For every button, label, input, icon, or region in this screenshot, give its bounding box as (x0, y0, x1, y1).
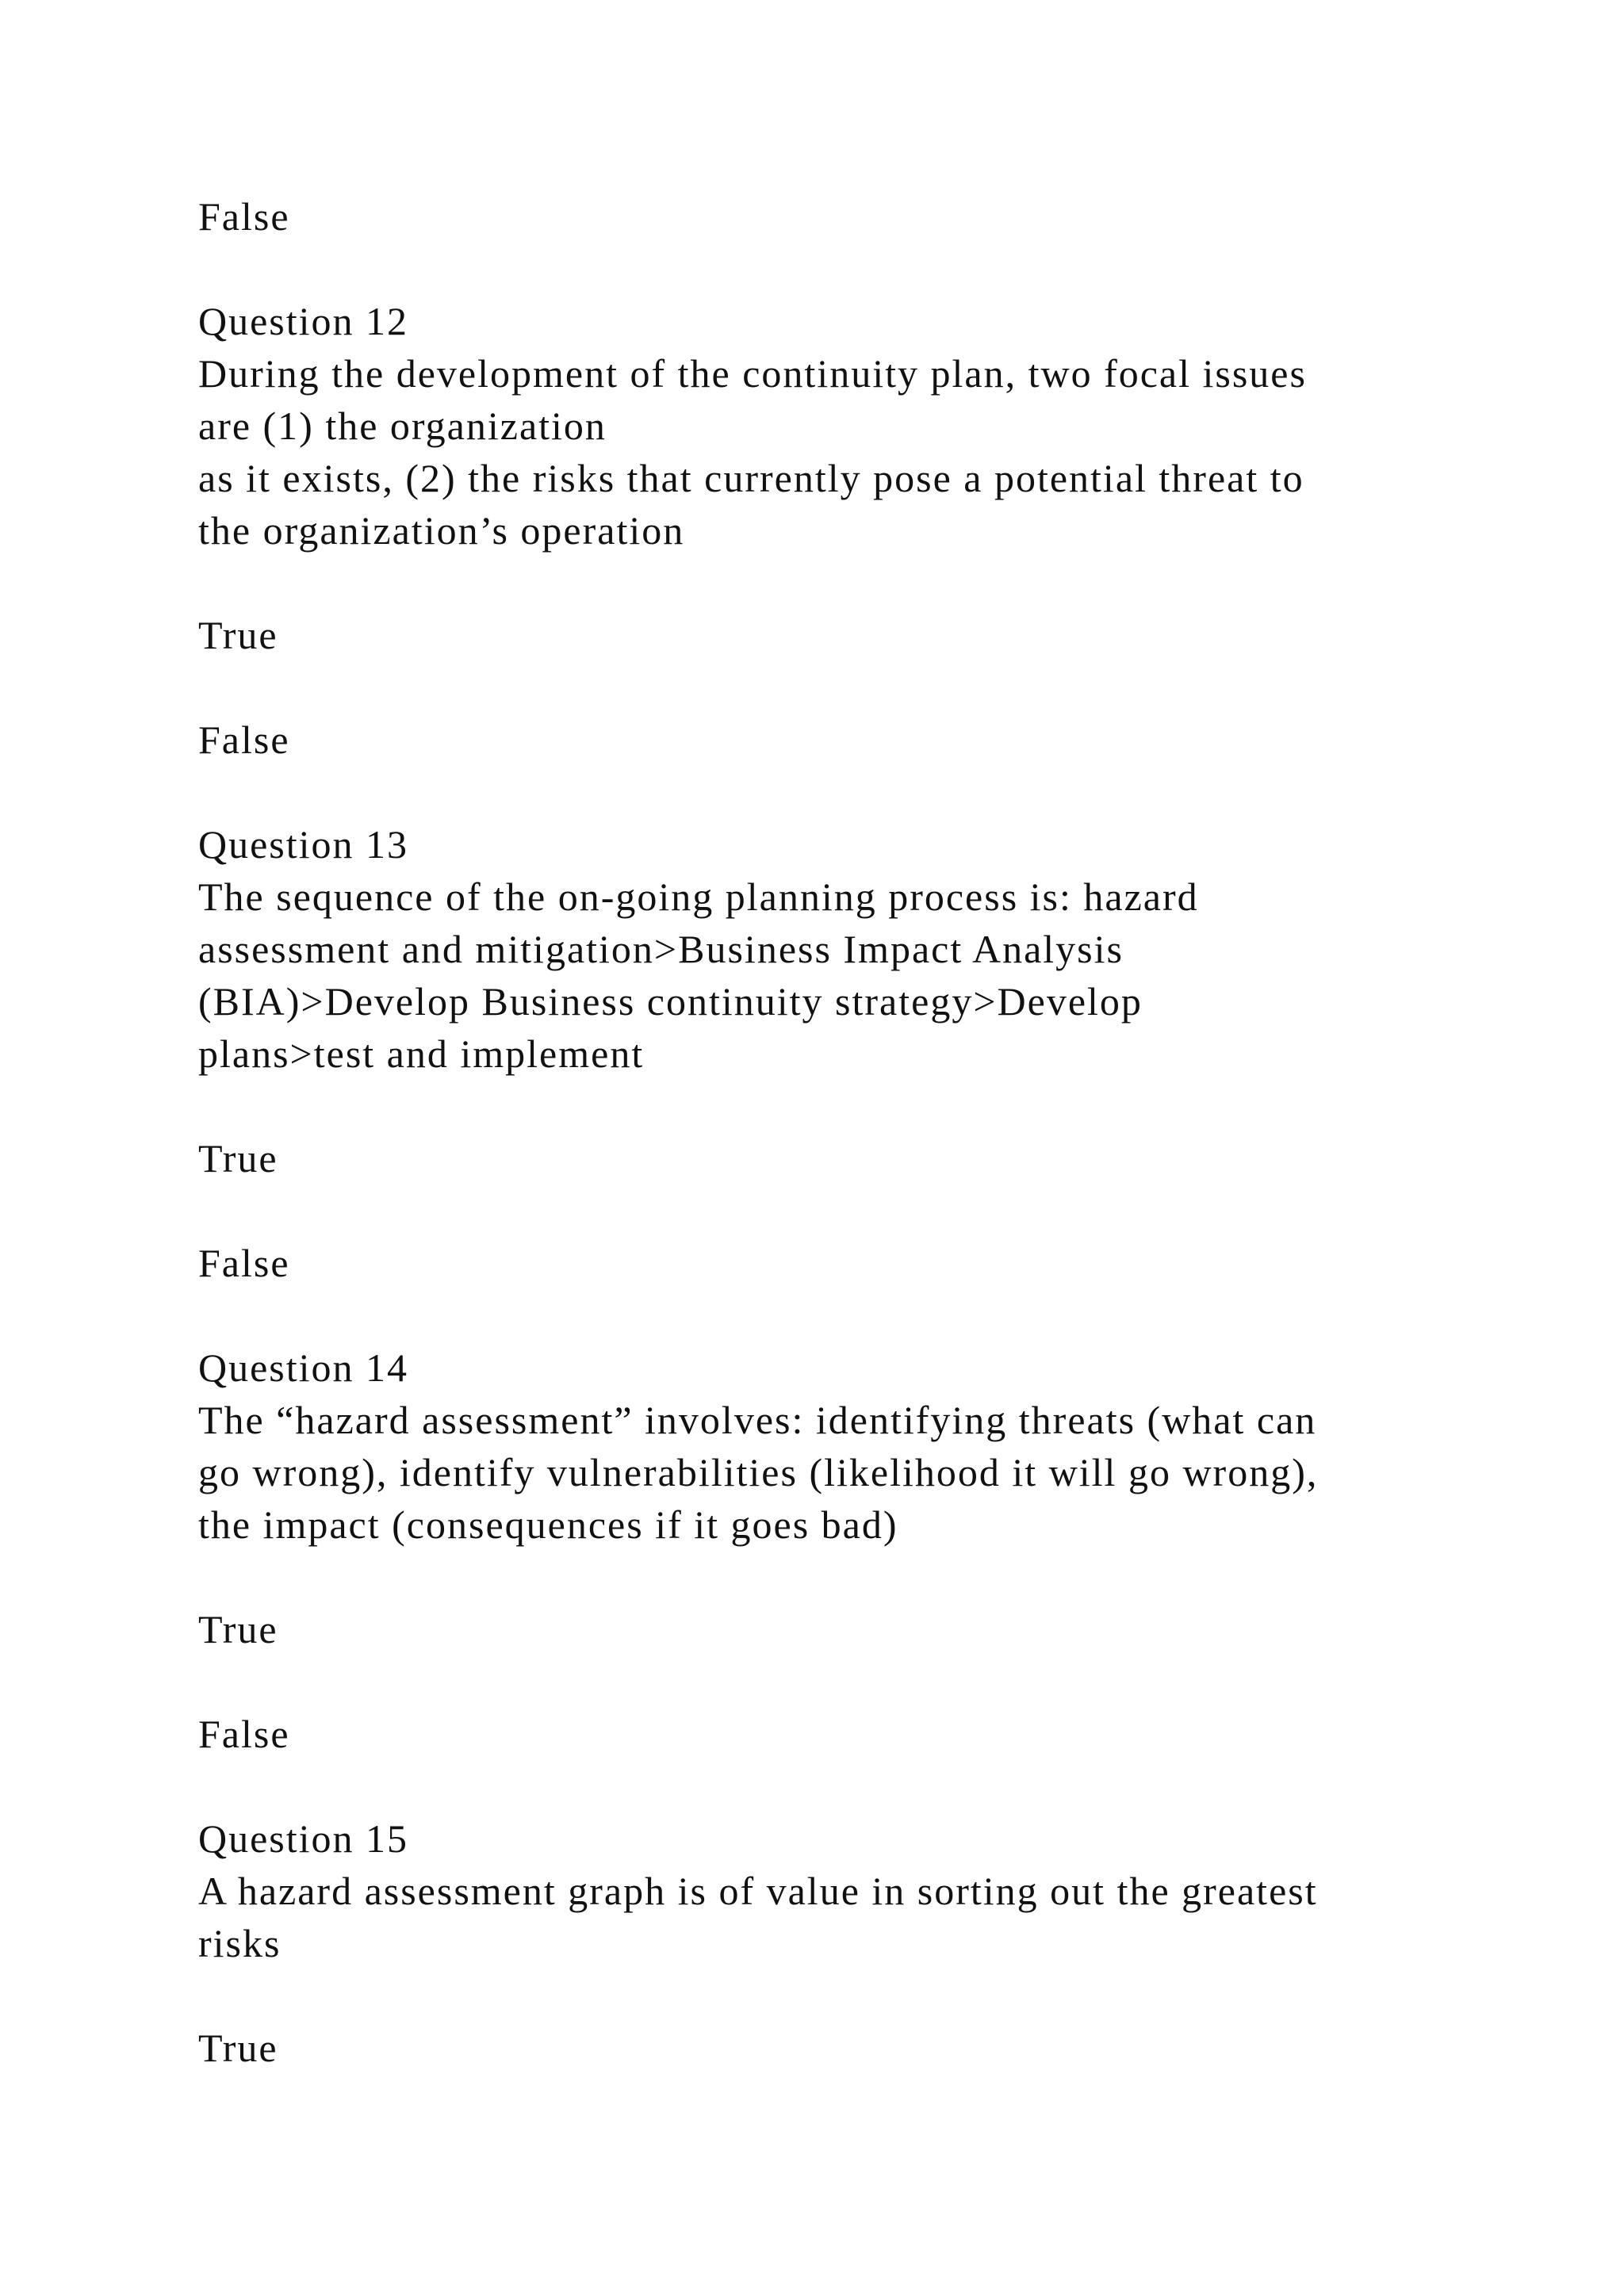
question-text: as it exists, (2) the risks that currently pose a potential threat to (198, 456, 1304, 500)
question-text: risks (198, 1921, 282, 1965)
blank-line (198, 1289, 1483, 1341)
blank-line (198, 766, 1483, 818)
question-text: plans>test and implement (198, 1031, 645, 1076)
question-text: the impact (consequences if it goes bad) (198, 1502, 898, 1547)
question-text: The sequence of the on-going planning process is: hazard (198, 874, 1199, 919)
question-text: A hazard assessment graph is of value in sorting out the greatest (198, 1869, 1318, 1913)
blank-line (198, 1551, 1483, 1603)
question-text: (BIA)>Develop Business continuity strategy>Develop (198, 979, 1143, 1024)
question-heading: Question 14 (198, 1345, 409, 1390)
question-text: are (1) the organization (198, 404, 607, 448)
blank-line (198, 1184, 1483, 1237)
blank-line (198, 1655, 1483, 1708)
answer-option-false: False (198, 194, 290, 239)
question-text: The “hazard assessment” involves: identifying threats (what can (198, 1398, 1317, 1442)
question-text: the organization’s operation (198, 508, 685, 553)
answer-option-false: False (198, 718, 290, 762)
blank-line (198, 1080, 1483, 1132)
question-heading: Question 13 (198, 822, 409, 867)
blank-line (198, 557, 1483, 609)
answer-option-true: True (198, 1136, 278, 1181)
question-text: assessment and mitigation>Business Impact Analysis (198, 927, 1124, 971)
blank-line (198, 661, 1483, 714)
blank-line (198, 243, 1483, 295)
answer-option-false: False (198, 1241, 290, 1285)
question-heading: Question 15 (198, 1816, 409, 1861)
question-text: During the development of the continuity plan, two focal issues (198, 351, 1307, 396)
question-text: go wrong), identify vulnerabilities (likelihood it will go wrong), (198, 1450, 1319, 1494)
blank-line (198, 1760, 1483, 1812)
answer-option-true: True (198, 2026, 278, 2070)
answer-option-true: True (198, 1607, 278, 1651)
document-page (198, 190, 1483, 2074)
answer-option-true: True (198, 613, 278, 657)
blank-line (198, 1969, 1483, 2022)
answer-option-false: False (198, 1712, 290, 1756)
question-heading: Question 12 (198, 299, 409, 343)
